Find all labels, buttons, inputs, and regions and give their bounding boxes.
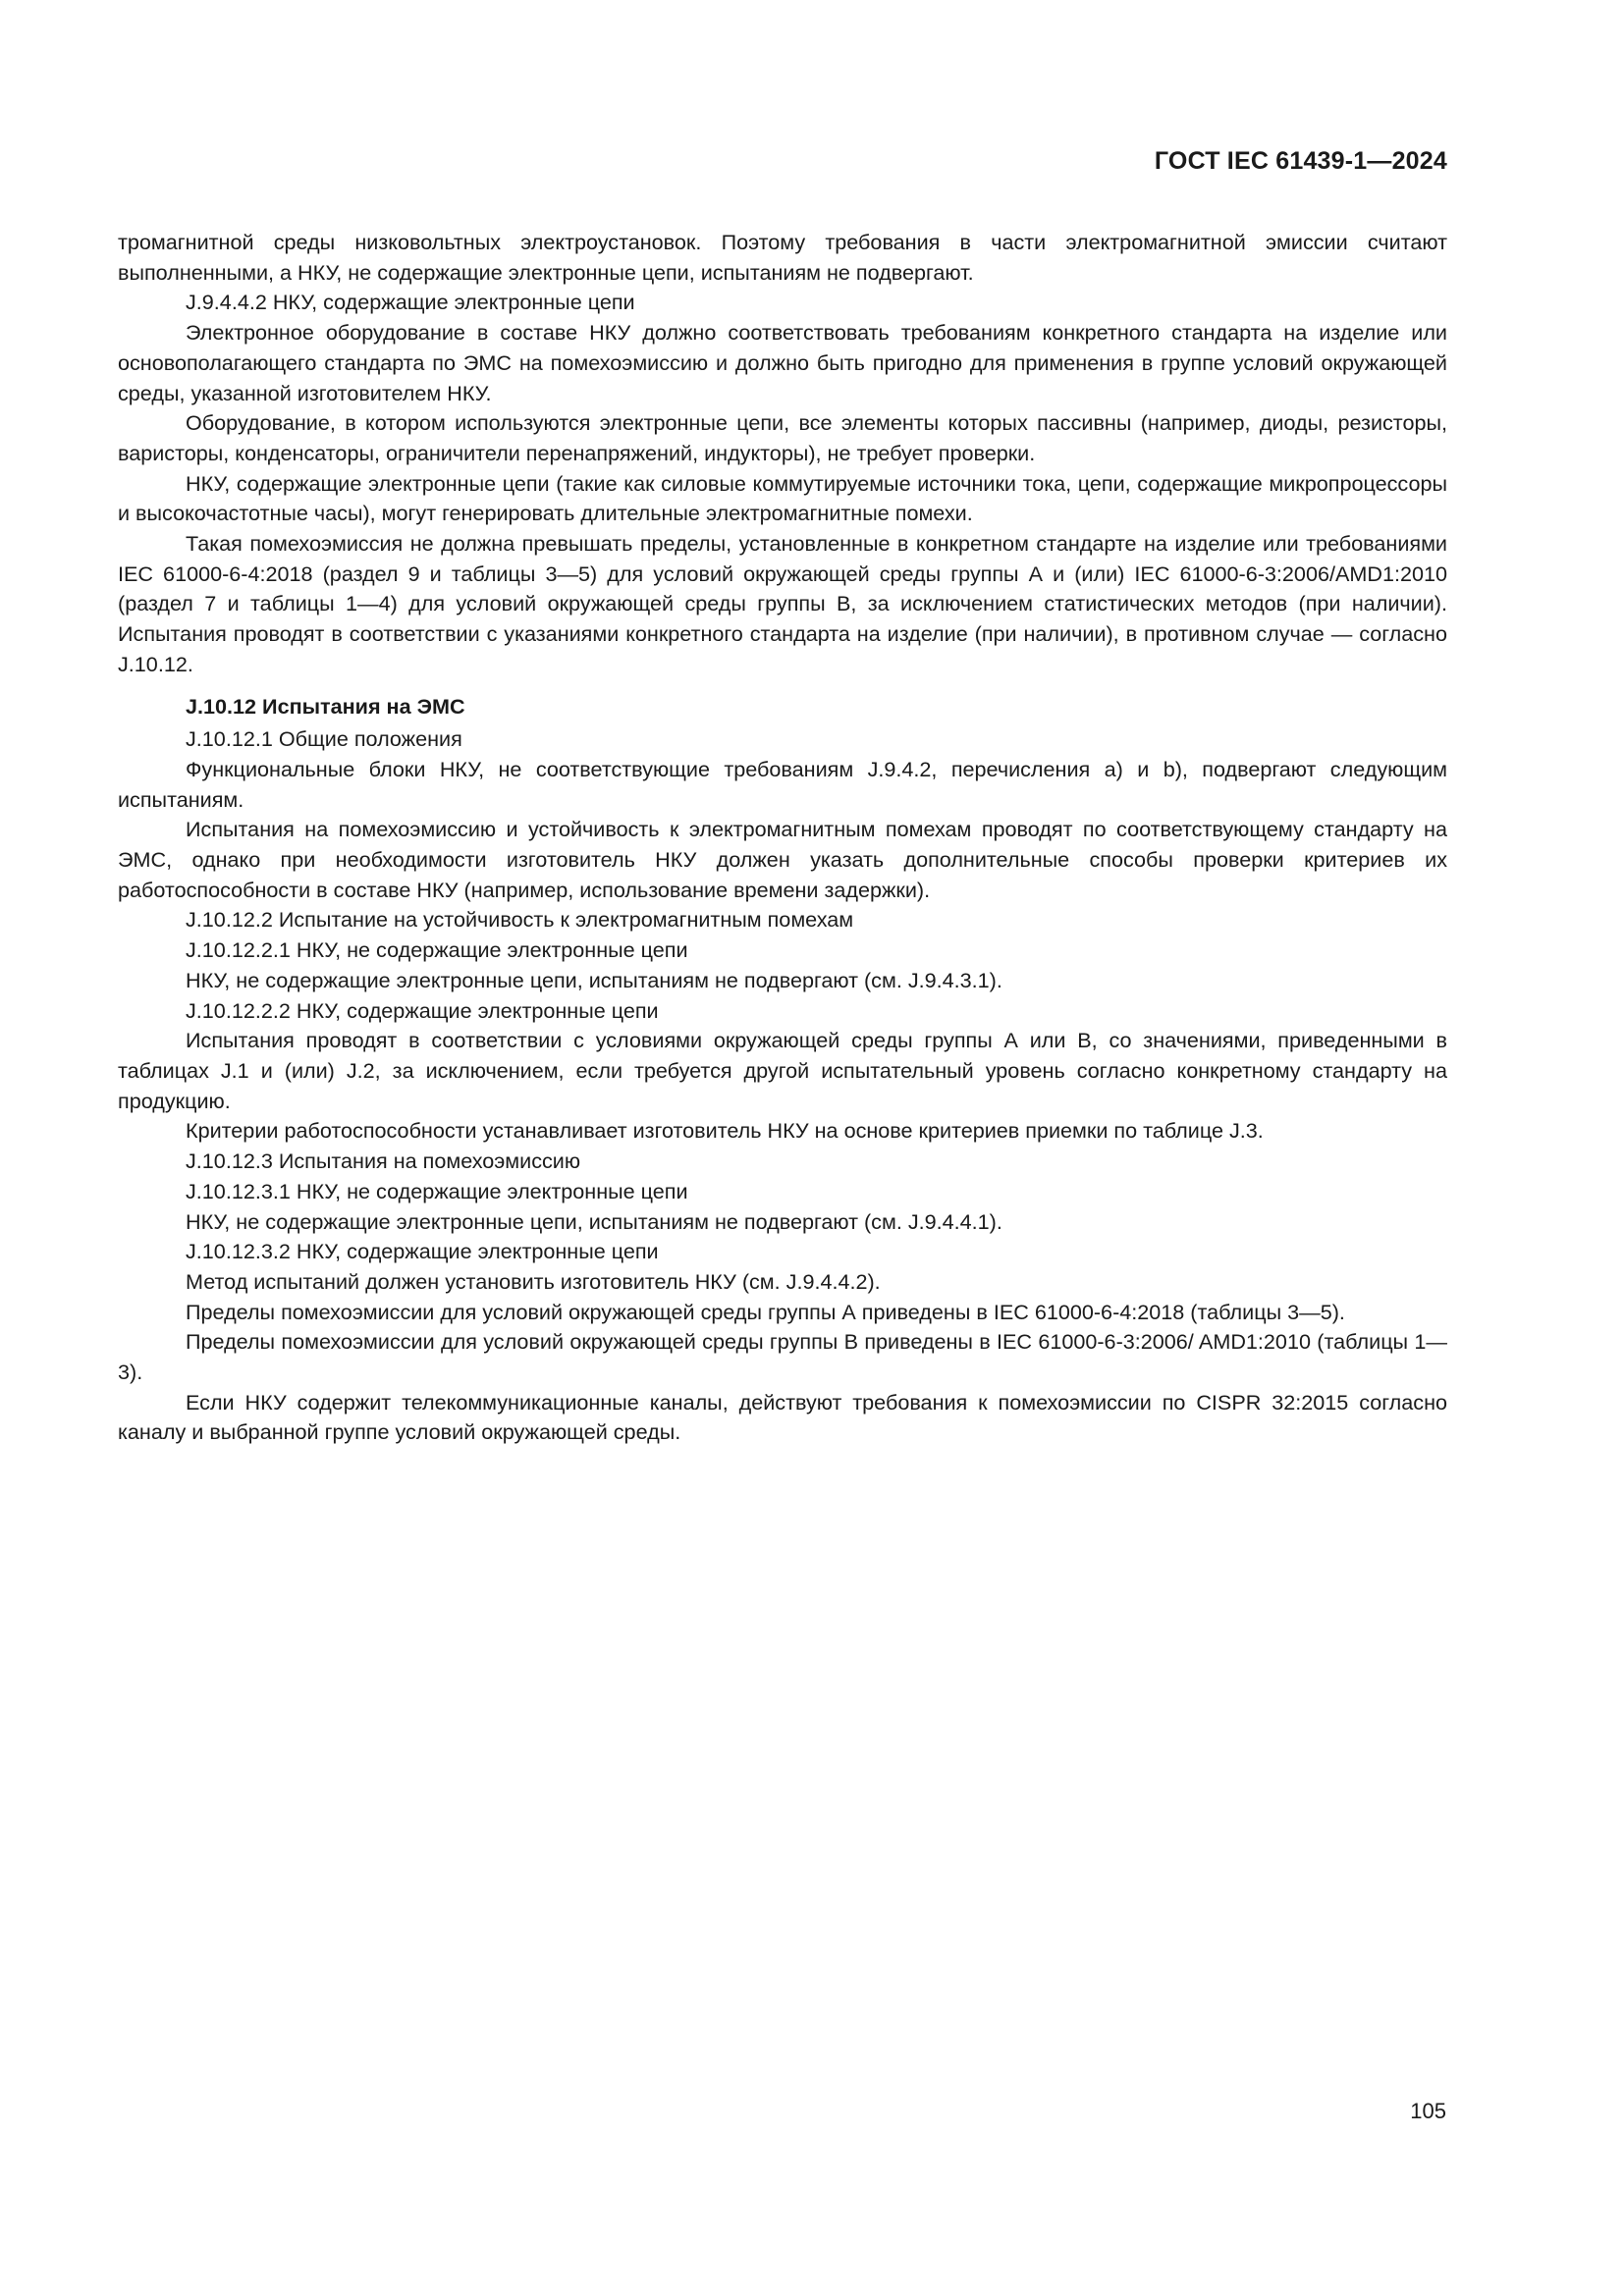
paragraph-continuation: тромагнитной среды низковольтных электроустановок. Поэтому требования в части электромагнитной эмиссии считают выполненными, а НКУ, не содержащие электронные цепи, испытаниям не подвергают. — [118, 230, 1447, 285]
subclause-heading: J.10.12.1 Общие положения — [186, 726, 462, 752]
paragraph: Пределы помехоэмиссии для условий окружающей среды группы А приведены в IEC 61000-6-4:2018 (таблицы 3—5). — [186, 1299, 1345, 1324]
paragraph: Оборудование, в котором используются электронные цепи, все элементы которых пассивны (например, диоды, резисторы, варисторы, конденсаторы, ограничители перенапряжений, индукторы), не требует проверки. — [118, 410, 1447, 465]
document-header-id: ГОСТ IEC 61439-1—2024 — [1154, 147, 1447, 175]
paragraph: Функциональные блоки НКУ, не соответствующие требованиям J.9.4.2, перечисления a) и b), подвергают следующим испытаниям. — [118, 756, 1447, 812]
subclause-heading: J.9.4.4.2 НКУ, содержащие электронные цепи — [186, 290, 635, 315]
subclause-heading: J.10.12.2 Испытание на устойчивость к электромагнитным помехам — [186, 907, 854, 933]
subclause-heading: J.10.12.3 Испытания на помехоэмиссию — [186, 1148, 581, 1174]
paragraph: НКУ, не содержащие электронные цепи, испытаниям не подвергают (см. J.9.4.3.1). — [186, 967, 1002, 992]
paragraph: Пределы помехоэмиссии для условий окружающей среды группы В приведены в IEC 61000-6-3:2006/ AMD1:2010 (таблицы 1—3). — [118, 1329, 1447, 1385]
paragraph: Испытания проводят в соответствии с условиями окружающей среды группы А или В, со значениями, приведенными в таблицах J.1 и (или) J.2, за исключением, если требуется другой испытательный уровень согласно конкретному стандарту на продукцию. — [118, 1028, 1447, 1113]
paragraph: Критерии работоспособности устанавливает изготовитель НКУ на основе критериев приемки по таблице J.3. — [186, 1118, 1264, 1144]
section-heading: J.10.12 Испытания на ЭМС — [186, 693, 465, 719]
paragraph: Если НКУ содержит телекоммуникационные каналы, действуют требования к помехоэмиссии по CISPR 32:2015 согласно каналу и выбранной группе условий окружающей среды. — [118, 1389, 1447, 1445]
paragraph: НКУ, содержащие электронные цепи (такие как силовые коммутируемые источники тока, цепи, содержащие микропроцессоры и высокочастотные часы), могут генерировать длительные электромагнитные помехи. — [118, 470, 1447, 526]
subclause-heading: J.10.12.2.2 НКУ, содержащие электронные цепи — [186, 997, 659, 1023]
subclause-heading: J.10.12.2.1 НКУ, не содержащие электронные цепи — [186, 937, 688, 963]
paragraph: Электронное оборудование в составе НКУ должно соответствовать требованиям конкретного стандарта на изделие или основополагающего стандарта по ЭМС на помехоэмиссию и должно быть пригодно для применения в группе условий окружающей среды, указанной изготовителем НКУ. — [118, 320, 1447, 405]
subclause-heading: J.10.12.3.2 НКУ, содержащие электронные цепи — [186, 1239, 659, 1264]
paragraph: Испытания на помехоэмиссию и устойчивость к электромагнитным помехам проводят по соответствующему стандарту на ЭМС, однако при необходимости изготовитель НКУ должен указать дополнительные способы проверки критериев их работоспособности в составе НКУ (например, использование времени задержки). — [118, 817, 1447, 902]
page-number: 105 — [1410, 2099, 1446, 2123]
paragraph: Такая помехоэмиссия не должна превышать пределы, установленные в конкретном стандарте на изделие или требованиями IEC 61000-6-4:2018 (раздел 9 и таблицы 3—5) для условий окружающей среды группы А и (или) IEC 61000-6-3:2006/AMD1:2010 (раздел 7 и таблицы 1—4) для условий окружающей среды группы В, за исключением статистических методов (при наличии). Испытания проводят в соответствии с указаниями конкретного стандарта на изделие (при наличии), в противном случае — согласно J.10.12. — [118, 531, 1447, 676]
paragraph: Метод испытаний должен установить изготовитель НКУ (см. J.9.4.4.2). — [186, 1268, 881, 1294]
paragraph: НКУ, не содержащие электронные цепи, испытаниям не подвергают (см. J.9.4.4.1). — [186, 1208, 1002, 1234]
subclause-heading: J.10.12.3.1 НКУ, не содержащие электронные цепи — [186, 1178, 688, 1203]
document-body — [118, 228, 1447, 1448]
